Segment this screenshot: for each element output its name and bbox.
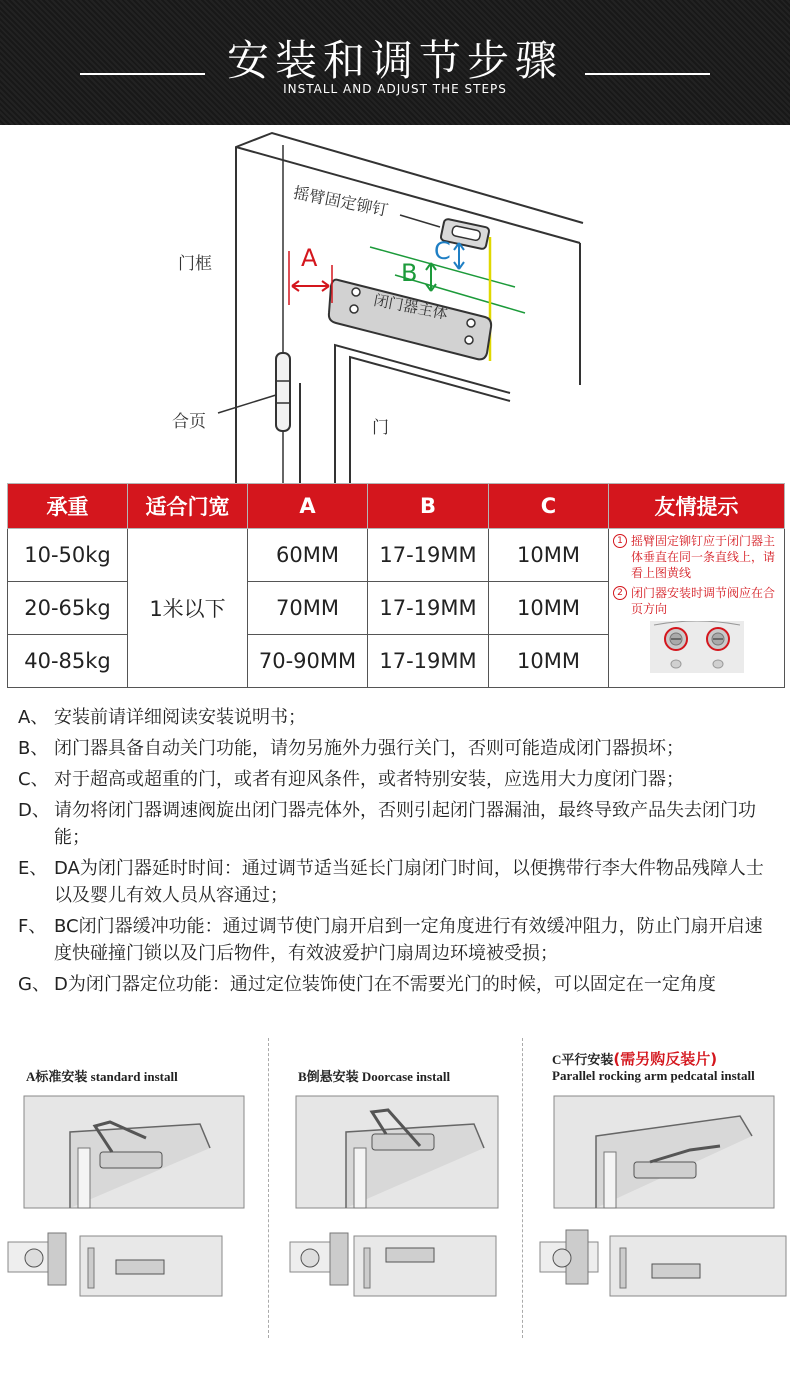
pin-label: 摇臂固定铆钉 <box>291 182 390 220</box>
install-c-title-text: C平行安装 <box>552 1052 614 1067</box>
header-banner <box>0 0 790 125</box>
a-letter: A <box>301 244 318 272</box>
list-item <box>18 766 778 793</box>
cell-load: 20-65kg <box>8 582 128 635</box>
c-letter: C <box>434 237 451 265</box>
list-item <box>18 971 778 998</box>
list-item <box>18 913 778 967</box>
cell-b: 17-19MM <box>368 529 489 582</box>
install-a-title <box>26 1066 178 1085</box>
note-text: 闭门器具备自动关门功能，请勿另施外力强行关门，否则可能造成闭门器损坏； <box>54 738 684 759</box>
install-a-illustration <box>8 1096 244 1296</box>
header-c: C <box>489 484 609 529</box>
spec-table <box>7 483 785 688</box>
list-item <box>18 797 778 851</box>
table-header-row <box>8 484 785 529</box>
install-illustrations <box>0 1088 790 1328</box>
valve-photo <box>650 621 744 673</box>
note-key: B、 <box>18 738 49 759</box>
list-item <box>18 704 778 731</box>
cell-a: 70-90MM <box>248 635 368 688</box>
tip-item <box>613 585 780 617</box>
install-a-title-en: standard install <box>90 1069 178 1084</box>
header-load: 承重 <box>8 484 128 529</box>
cell-load: 10-50kg <box>8 529 128 582</box>
tip-text: 闭门器安装时调节阀应在合页方向 <box>631 586 776 616</box>
cell-load: 40-85kg <box>8 635 128 688</box>
tip-number: 2 <box>613 586 627 600</box>
notes-list <box>18 704 778 1002</box>
frame-top-edge <box>236 147 580 243</box>
note-text: 安装前请详细阅读安装说明书； <box>54 707 306 728</box>
list-item <box>18 855 778 909</box>
hinge-label: 合页 <box>172 412 206 432</box>
cell-tips <box>609 529 785 688</box>
header-rule-right <box>585 73 710 75</box>
b-letter: B <box>401 259 418 287</box>
install-diagram <box>0 125 790 483</box>
note-text: 请勿将闭门器调速阀旋出闭门器壳体外，否则引起闭门器漏油，最终导致产品失去闭门功能； <box>54 800 756 848</box>
tip-item <box>613 533 780 581</box>
cell-b: 17-19MM <box>368 582 489 635</box>
install-a-title-text: A标准安装 <box>26 1069 88 1084</box>
install-c-title-en: Parallel rocking arm pedcatal install <box>552 1068 755 1083</box>
cell-c: 10MM <box>489 582 609 635</box>
install-b-title-en: Doorcase install <box>361 1069 451 1084</box>
cell-a: 70MM <box>248 582 368 635</box>
closer-body-label: 闭门器主体 <box>372 290 450 323</box>
door-label: 门 <box>372 418 389 438</box>
note-text: DA为闭门器延时时间：通过调节适当延长门扇闭门时间，以便携带行李大件物品残障人士以及婴儿有效人员从容通过； <box>54 858 764 906</box>
note-text: BC闭门器缓冲功能：通过调节使门扇开启到一定角度进行有效缓冲阻力，防止门扇开启速度快碰撞门锁以及门后物件，有效波爱护门扇周边环境被受损； <box>54 916 763 964</box>
install-c-illustration <box>540 1096 786 1296</box>
table-row <box>8 529 785 582</box>
tip-text: 摇臂固定铆钉应于闭门器主体垂直在同一条直线上，请看上图黄线 <box>631 534 776 580</box>
note-text: D为闭门器定位功能：通过定位装饰使门在不需要光门的时候，可以固定在一定角度 <box>54 974 716 995</box>
list-item <box>18 735 778 762</box>
cell-a: 60MM <box>248 529 368 582</box>
cell-c: 10MM <box>489 635 609 688</box>
cell-c: 10MM <box>489 529 609 582</box>
note-key: A、 <box>18 707 49 728</box>
note-key: E、 <box>18 858 48 879</box>
hinge-shape <box>276 353 290 431</box>
note-key: D、 <box>18 800 50 821</box>
header-tips: 友情提示 <box>609 484 785 529</box>
install-b-illustration <box>290 1096 498 1296</box>
page-title: 安装和调节步骤 <box>226 36 563 85</box>
page-subtitle: INSTALL AND ADJUST THE STEPS <box>283 82 507 96</box>
note-text: 对于超高或超重的门，或者有迎风条件，或者特别安装，应选用大力度闭门器； <box>54 769 684 790</box>
install-b-title-text: B倒悬安装 <box>298 1069 359 1084</box>
note-key: C、 <box>18 769 49 790</box>
install-c-title <box>552 1048 717 1069</box>
install-b-title <box>298 1066 450 1085</box>
header-b: B <box>368 484 489 529</box>
frame-inner-top <box>335 345 510 483</box>
install-c-note: (需另购反装片) <box>613 1050 718 1068</box>
cell-door-width: 1米以下 <box>128 529 248 688</box>
note-key: F、 <box>18 916 47 937</box>
header-door-width: 适合门宽 <box>128 484 248 529</box>
note-key: G、 <box>18 974 50 995</box>
door-frame-label: 门框 <box>178 254 212 274</box>
tip-number: 1 <box>613 534 627 548</box>
cell-b: 17-19MM <box>368 635 489 688</box>
header-a: A <box>248 484 368 529</box>
